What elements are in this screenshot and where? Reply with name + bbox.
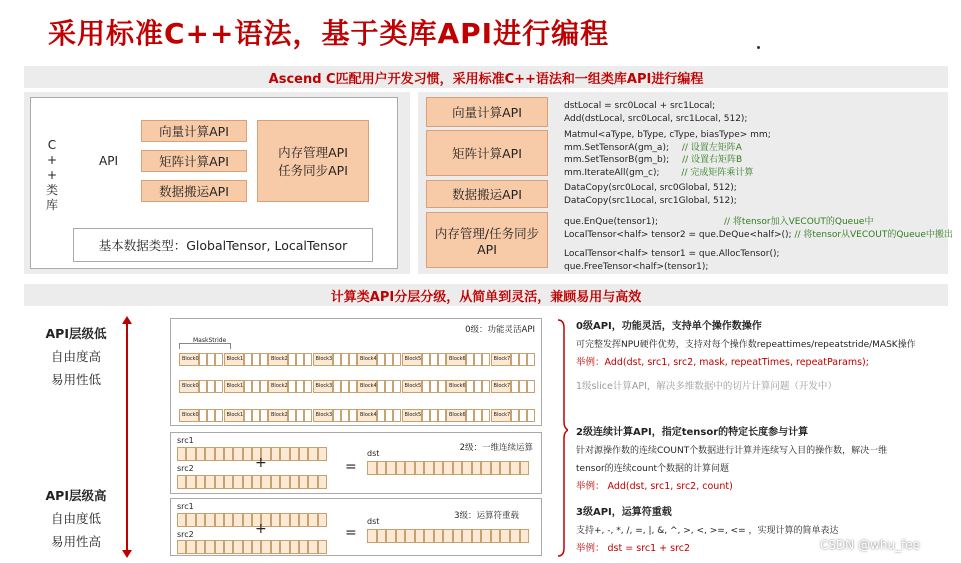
block-cell: [511, 380, 519, 393]
data-cell: [224, 475, 233, 489]
l2-dst-label: dst: [367, 449, 380, 458]
block-cell: [430, 380, 438, 393]
data-cell: [462, 461, 472, 475]
axis-top: API层级低 自由度高 易用性低: [45, 326, 107, 387]
l3-example: 举例： dst = src1 + src2: [576, 543, 691, 554]
data-cell: [196, 540, 205, 554]
data-cell: [215, 513, 224, 527]
data-cell: [308, 475, 317, 489]
block-label: Block5: [402, 353, 422, 366]
data-cell: [224, 447, 233, 461]
top-banner-text: Ascend C匹配用户开发习惯，采用标准C++语法和一组类库API进行编程: [268, 71, 704, 87]
data-cell: [215, 475, 224, 489]
block-cell: [304, 353, 312, 366]
data-cell: [396, 461, 406, 475]
block-cell: [296, 353, 304, 366]
data-cell: [308, 513, 317, 527]
block-cell: [252, 409, 260, 422]
level3-diagram: [170, 498, 542, 556]
block-cell: [430, 353, 438, 366]
level-axis-arrow: [120, 316, 134, 558]
block-cell: [199, 380, 207, 393]
block-cell: [482, 380, 490, 393]
code-datamove: DataCopy(src0Local, src0Global, 512); DataCopy(src1Local, src1Global, 512);: [564, 183, 737, 206]
data-cell: [491, 461, 501, 475]
block-cell: [333, 353, 341, 366]
block-cell: [341, 409, 349, 422]
dot-mark: [757, 46, 760, 49]
datamove-api-box: 数据搬运API: [141, 180, 247, 202]
data-cell: [443, 461, 453, 475]
l2-src1-label: src1: [177, 436, 194, 445]
data-cell: [434, 461, 444, 475]
l3-src2-cells: [177, 540, 327, 554]
block-label: Block6: [446, 380, 466, 393]
block-cell: [199, 353, 207, 366]
block-cell: [385, 353, 393, 366]
block-cell: [474, 409, 482, 422]
data-cell: [205, 447, 214, 461]
data-cell: [510, 461, 520, 475]
l2-src2-cells: [177, 475, 327, 489]
block-label: Block3: [313, 353, 333, 366]
data-cell: [186, 475, 195, 489]
matrix-api-box: 矩阵计算API: [141, 150, 247, 172]
data-cell: [386, 529, 396, 543]
block-cell: [252, 380, 260, 393]
data-cell: [510, 529, 520, 543]
block-cell: [474, 353, 482, 366]
data-cell: [271, 540, 280, 554]
data-cell: [205, 540, 214, 554]
block-cell: [430, 409, 438, 422]
code-row-label-matrix: 矩阵计算API: [426, 130, 548, 176]
data-cell: [318, 447, 327, 461]
block-cell: [422, 353, 430, 366]
data-cell: [261, 475, 270, 489]
block-cell: [215, 409, 223, 422]
data-cell: [462, 529, 472, 543]
l3-dst-cells: [367, 529, 529, 543]
data-cell: [252, 540, 261, 554]
block-label: Block5: [402, 409, 422, 422]
l0-example: 举例：Add(dst, src1, src2, mask, repeatTimes, repeatParams);: [576, 357, 869, 368]
block-label: Block0: [179, 409, 199, 422]
block-cell: [244, 380, 252, 393]
data-cell: [224, 540, 233, 554]
data-cell: [415, 529, 425, 543]
block-cell: [438, 409, 446, 422]
data-cell: [252, 475, 261, 489]
data-cell: [299, 540, 308, 554]
data-cell: [233, 540, 242, 554]
basic-types-text: 基本数据类型：GlobalTensor, LocalTensor: [98, 238, 348, 253]
block-label: Block4: [357, 380, 377, 393]
data-cell: [290, 513, 299, 527]
l0-title: 0级API，功能灵活，支持单个操作数操作: [576, 321, 762, 332]
block-cell: [260, 353, 268, 366]
descriptions: [576, 318, 956, 558]
block-cell: [422, 409, 430, 422]
data-cell: [520, 461, 530, 475]
data-cell: [243, 540, 252, 554]
mid-banner: [24, 284, 948, 306]
data-cell: [453, 529, 463, 543]
block-label: Block6: [446, 409, 466, 422]
data-cell: [215, 447, 224, 461]
block-cell: [341, 380, 349, 393]
watermark: CSDN @whu_fee: [820, 538, 921, 552]
block-cell: [438, 353, 446, 366]
block-cell: [260, 380, 268, 393]
block-cell: [519, 409, 527, 422]
block-label: Block6: [446, 353, 466, 366]
data-cell: [520, 529, 530, 543]
block-cell: [482, 353, 490, 366]
data-cell: [481, 529, 491, 543]
block-cell: [349, 353, 357, 366]
l2-dst-cells: [367, 461, 529, 475]
data-cell: [205, 475, 214, 489]
cpp-library-box: [30, 97, 398, 269]
block-label: Block5: [402, 380, 422, 393]
block-label: Block0: [179, 353, 199, 366]
data-cell: [196, 447, 205, 461]
data-cell: [453, 461, 463, 475]
mid-banner-text: 计算类API分层分级，从简单到灵活，兼顾易用与高效: [330, 289, 642, 305]
block-cell: [377, 353, 385, 366]
block-cell: [393, 380, 401, 393]
data-cell: [243, 447, 252, 461]
block-label: Block7: [491, 380, 511, 393]
block-cell: [466, 409, 474, 422]
l3-plus: +: [255, 521, 267, 537]
data-cell: [261, 540, 270, 554]
l3-dst-label: dst: [367, 517, 380, 526]
data-cell: [233, 447, 242, 461]
block-label: Block4: [357, 409, 377, 422]
l3-equals: =: [345, 525, 357, 541]
data-cell: [472, 529, 482, 543]
code-memory: que.EnQue(tensor1); // 将tensor加入VECOUT的Queue中 LocalTensor<half> tensor2 = que.DeQue<half>(); // 将tensor从VECOUT的Queue中搬出 LocalTensor<half> tensor1 = que.AllocTensor(); que.FreeTensor<half>(tensor1);: [564, 217, 953, 272]
block-cell: [215, 380, 223, 393]
block-cell: [527, 353, 535, 366]
data-cell: [271, 447, 280, 461]
l2-src1-cells: [177, 447, 327, 461]
data-cell: [271, 475, 280, 489]
block-label: Block4: [357, 353, 377, 366]
data-cell: [377, 529, 387, 543]
data-cell: [318, 513, 327, 527]
l3-title: 3级API，运算符重载: [576, 507, 672, 518]
data-cell: [500, 461, 510, 475]
block-cell: [511, 353, 519, 366]
data-cell: [299, 447, 308, 461]
block-cell: [244, 409, 252, 422]
data-cell: [424, 461, 434, 475]
l2-src2-label: src2: [177, 464, 194, 473]
block-grid: [179, 353, 535, 423]
block-label: Block2: [268, 353, 288, 366]
block-label: Block3: [313, 409, 333, 422]
left-panel: [24, 92, 410, 274]
block-cell: [341, 353, 349, 366]
level2-diagram: [170, 432, 542, 494]
block-label: Block7: [491, 409, 511, 422]
block-label: Block1: [224, 409, 244, 422]
block-cell: [527, 380, 535, 393]
block-cell: [304, 409, 312, 422]
data-cell: [299, 475, 308, 489]
data-cell: [405, 529, 415, 543]
data-cell: [299, 513, 308, 527]
block-cell: [333, 409, 341, 422]
l2-equals: =: [345, 459, 357, 475]
data-cell: [177, 475, 186, 489]
block-cell: [482, 409, 490, 422]
l2-desc2: tensor的连续count个数据的计算问题: [576, 464, 730, 474]
block-label: Block1: [224, 380, 244, 393]
data-cell: [233, 513, 242, 527]
data-cell: [443, 529, 453, 543]
data-cell: [205, 513, 214, 527]
vector-api-box: 向量计算API: [141, 120, 247, 142]
block-cell: [207, 380, 215, 393]
block-cell: [519, 353, 527, 366]
l0-desc: 可完整发挥NPU硬件优势，支持对每个操作数repeattimes/repeatstride/MASK操作: [576, 340, 916, 350]
data-cell: [396, 529, 406, 543]
cpp-label: C + + 类 库: [45, 138, 58, 212]
mask-stride-label: MaskStride: [193, 337, 227, 344]
data-cell: [434, 529, 444, 543]
data-cell: [491, 529, 501, 543]
data-cell: [290, 475, 299, 489]
code-row-label-vector: 向量计算API: [426, 97, 548, 127]
l3-src2-label: src2: [177, 530, 194, 539]
block-label: Block7: [491, 353, 511, 366]
data-cell: [280, 513, 289, 527]
l1-note: 1级slice计算API，解决多维数据中的切片计算问题（开发中）: [576, 381, 837, 392]
block-cell: [199, 409, 207, 422]
code-row-label-memory: 内存管理/任务同步API: [426, 212, 548, 268]
data-cell: [386, 461, 396, 475]
l2-title: 2级连续计算API，指定tensor的特定长度参与计算: [576, 427, 809, 438]
block-cell: [207, 409, 215, 422]
code-matrix: Matmul<aType, bType, cType, biasType> mm; mm.SetTensorA(gm_a); // 设置左矩阵A mm.SetTensorB(gm_b); // 设置右矩阵B mm.IterateAll(gm_c); // 完成矩阵乘计算: [564, 130, 771, 178]
l3-desc: 支持+, -, *, /, =, |, &, ^, >, <, >=, <= ，实现计算的简单表达: [576, 526, 839, 536]
data-cell: [280, 540, 289, 554]
block-cell: [244, 353, 252, 366]
data-cell: [415, 461, 425, 475]
page-title: 采用标准C++语法，基于类库API进行编程: [48, 17, 610, 50]
block-cell: [466, 380, 474, 393]
data-cell: [186, 513, 195, 527]
block-label: Block1: [224, 353, 244, 366]
data-cell: [280, 447, 289, 461]
block-cell: [466, 353, 474, 366]
top-banner: [24, 66, 948, 88]
data-cell: [186, 540, 195, 554]
l3-src1-cells: [177, 513, 327, 527]
data-cell: [405, 461, 415, 475]
level0-diagram: [170, 318, 542, 426]
data-cell: [318, 475, 327, 489]
block-cell: [438, 380, 446, 393]
block-cell: [288, 380, 296, 393]
l3-src1-label: src1: [177, 502, 194, 511]
data-cell: [290, 540, 299, 554]
block-cell: [474, 380, 482, 393]
data-cell: [243, 475, 252, 489]
block-cell: [527, 409, 535, 422]
block-cell: [333, 380, 341, 393]
block-cell: [349, 380, 357, 393]
code-vector: dstLocal = src0Local + src1Local; Add(dstLocal, src0Local, src1Local, 512);: [564, 101, 748, 124]
level3-label: 3级：运算符重载: [454, 511, 519, 521]
description-bracket: [556, 318, 568, 558]
block-cell: [422, 380, 430, 393]
axis-bottom: API层级高 自由度低 易用性高: [45, 488, 107, 549]
data-cell: [233, 475, 242, 489]
memory-api-box: 内存管理API 任务同步API: [257, 120, 369, 202]
block-cell: [296, 380, 304, 393]
block-cell: [393, 409, 401, 422]
data-cell: [177, 513, 186, 527]
data-cell: [481, 461, 491, 475]
l2-desc1: 针对源操作数的连续COUNT个数据进行计算并连续写入目的操作数，解决一维: [576, 446, 888, 456]
block-cell: [207, 353, 215, 366]
code-panel: [418, 92, 953, 274]
block-cell: [215, 353, 223, 366]
block-cell: [385, 409, 393, 422]
data-cell: [196, 513, 205, 527]
data-cell: [472, 461, 482, 475]
block-label: Block2: [268, 409, 288, 422]
block-cell: [252, 353, 260, 366]
l2-plus: +: [255, 455, 267, 471]
data-cell: [177, 447, 186, 461]
block-cell: [377, 380, 385, 393]
data-cell: [290, 447, 299, 461]
block-cell: [511, 409, 519, 422]
mask-stride-bracket: [179, 343, 231, 349]
block-label: Block3: [313, 380, 333, 393]
level0-label: 0级：功能灵活API: [465, 325, 535, 335]
block-cell: [296, 409, 304, 422]
data-cell: [186, 447, 195, 461]
block-cell: [393, 353, 401, 366]
data-cell: [224, 513, 233, 527]
data-cell: [280, 475, 289, 489]
level2-label: 2级：一维连续运算: [459, 443, 533, 453]
block-cell: [304, 380, 312, 393]
block-cell: [349, 409, 357, 422]
data-cell: [318, 540, 327, 554]
l2-example: 举例： Add(dst, src1, src2, count): [576, 481, 733, 492]
data-cell: [215, 540, 224, 554]
api-label: API: [99, 154, 118, 168]
block-cell: [385, 380, 393, 393]
data-cell: [308, 447, 317, 461]
data-cell: [308, 540, 317, 554]
data-cell: [367, 529, 377, 543]
block-label: Block0: [179, 380, 199, 393]
data-cell: [367, 461, 377, 475]
block-cell: [260, 409, 268, 422]
block-cell: [288, 409, 296, 422]
data-cell: [177, 540, 186, 554]
data-cell: [271, 513, 280, 527]
block-label: Block2: [268, 380, 288, 393]
data-cell: [377, 461, 387, 475]
block-cell: [288, 353, 296, 366]
data-cell: [196, 475, 205, 489]
code-row-label-datamove: 数据搬运API: [426, 180, 548, 208]
data-cell: [424, 529, 434, 543]
block-cell: [519, 380, 527, 393]
basic-types-box: [73, 228, 373, 262]
data-cell: [243, 513, 252, 527]
data-cell: [500, 529, 510, 543]
block-cell: [377, 409, 385, 422]
